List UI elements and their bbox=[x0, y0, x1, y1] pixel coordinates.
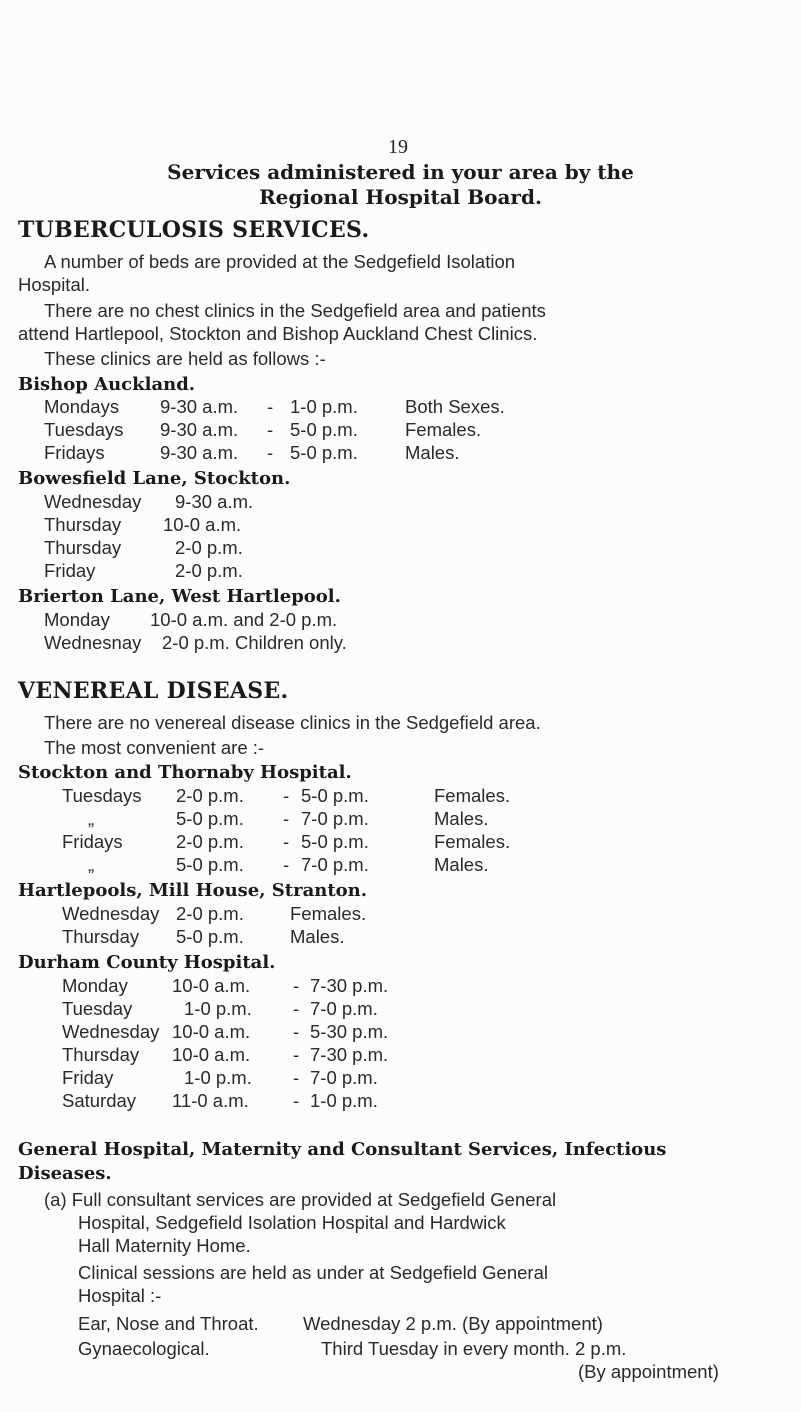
bowesfield-day: Friday bbox=[44, 560, 96, 581]
hartlepools-day: Thursday bbox=[62, 926, 140, 947]
bishop-from: 9-30 a.m. bbox=[160, 396, 239, 417]
gynaecological-schedule: Third Tuesday in every month. 2 p.m. bbox=[321, 1338, 627, 1359]
bishop-row bbox=[0, 442, 801, 466]
durham-to: 7-0 p.m. bbox=[310, 1067, 378, 1088]
bowesfield-row bbox=[0, 560, 801, 584]
bishop-day: Fridays bbox=[44, 442, 105, 463]
hartlepools-from: 2-0 p.m. bbox=[176, 903, 244, 924]
general-a-line-1: (a) Full consultant services are provided at Sedgefield General bbox=[44, 1189, 557, 1210]
bishop-dash: - bbox=[267, 396, 274, 417]
ent-schedule: Wednesday 2 p.m. (By appointment) bbox=[303, 1313, 603, 1334]
stockton-note: Females. bbox=[434, 785, 511, 806]
stockton-from: 2-0 p.m. bbox=[176, 831, 244, 852]
bishop-from: 9-30 a.m. bbox=[160, 419, 239, 440]
bishop-dash: - bbox=[267, 442, 274, 463]
durham-day: Tuesday bbox=[62, 998, 133, 1019]
durham-to: 7-0 p.m. bbox=[310, 998, 378, 1019]
ent-label: Ear, Nose and Throat. bbox=[78, 1313, 259, 1334]
stockton-to: 7-0 p.m. bbox=[301, 808, 369, 829]
stockton-note: Females. bbox=[434, 831, 511, 852]
stockton-dash: - bbox=[283, 785, 290, 806]
gynaecological-label: Gynaecological. bbox=[78, 1338, 210, 1359]
bowesfield-day: Thursday bbox=[44, 537, 122, 558]
brierton-text: 10-0 a.m. and 2-0 p.m. bbox=[150, 609, 338, 630]
general-title-line-1: General Hospital, Maternity and Consultant Services, Infectious bbox=[18, 1139, 667, 1160]
stockton-ditto: „ bbox=[88, 854, 95, 875]
brierton-text: 2-0 p.m. Children only. bbox=[162, 632, 347, 653]
tb-para1-line2: Hospital. bbox=[18, 274, 90, 295]
durham-dash: - bbox=[293, 1021, 300, 1042]
bowesfield-time: 9-30 a.m. bbox=[175, 491, 254, 512]
bowesfield-row bbox=[0, 537, 801, 561]
durham-day: Monday bbox=[62, 975, 128, 996]
durham-from: 1-0 p.m. bbox=[184, 998, 252, 1019]
stockton-day: Fridays bbox=[62, 831, 123, 852]
durham-row bbox=[0, 998, 801, 1022]
gynaecological-appointment: (By appointment) bbox=[578, 1361, 719, 1382]
stockton-to: 5-0 p.m. bbox=[301, 785, 369, 806]
hartlepools-title: Hartlepools, Mill House, Stranton. bbox=[18, 880, 368, 901]
stockton-from: 2-0 p.m. bbox=[176, 785, 244, 806]
stockton-row bbox=[0, 785, 801, 809]
durham-day: Saturday bbox=[62, 1090, 137, 1111]
durham-to: 1-0 p.m. bbox=[310, 1090, 378, 1111]
bowesfield-time: 2-0 p.m. bbox=[175, 560, 243, 581]
bowesfield-time: 10-0 a.m. bbox=[163, 514, 242, 535]
durham-day: Thursday bbox=[62, 1044, 140, 1065]
bishop-note: Both Sexes. bbox=[405, 396, 505, 417]
bishop-day: Tuesdays bbox=[44, 419, 124, 440]
stockton-from: 5-0 p.m. bbox=[176, 854, 244, 875]
hartlepools-note: Females. bbox=[290, 903, 367, 924]
stockton-day: Tuesdays bbox=[62, 785, 142, 806]
stockton-note: Males. bbox=[434, 854, 489, 875]
tb-para2-line2: attend Hartlepool, Stockton and Bishop Auckland Chest Clinics. bbox=[18, 323, 538, 344]
durham-row bbox=[0, 1090, 801, 1114]
durham-row bbox=[0, 1044, 801, 1068]
bishop-row bbox=[0, 396, 801, 420]
bowesfield-day: Wednesday bbox=[44, 491, 142, 512]
header-line-2: Regional Hospital Board. bbox=[259, 185, 542, 209]
durham-to: 7-30 p.m. bbox=[310, 975, 389, 996]
durham-from: 10-0 a.m. bbox=[172, 975, 251, 996]
vd-para2: The most convenient are :- bbox=[44, 737, 265, 758]
bowesfield-title: Bowesfield Lane, Stockton. bbox=[18, 468, 291, 489]
stockton-to: 7-0 p.m. bbox=[301, 854, 369, 875]
bishop-row bbox=[0, 419, 801, 443]
durham-row bbox=[0, 1067, 801, 1091]
durham-row bbox=[0, 975, 801, 999]
durham-dash: - bbox=[293, 1090, 300, 1111]
durham-day: Friday bbox=[62, 1067, 114, 1088]
brierton-row bbox=[0, 609, 801, 633]
hartlepools-note: Males. bbox=[290, 926, 345, 947]
tb-para2-line1: There are no chest clinics in the Sedgefield area and patients bbox=[44, 300, 546, 321]
stockton-thornaby-title: Stockton and Thornaby Hospital. bbox=[18, 762, 352, 783]
brierton-title: Brierton Lane, West Hartlepool. bbox=[18, 586, 341, 607]
stockton-row bbox=[0, 854, 801, 878]
stockton-row bbox=[0, 808, 801, 832]
durham-from: 1-0 p.m. bbox=[184, 1067, 252, 1088]
clinical-line-2: Hospital :- bbox=[78, 1285, 162, 1306]
bowesfield-row bbox=[0, 514, 801, 538]
durham-row bbox=[0, 1021, 801, 1045]
durham-from: 10-0 a.m. bbox=[172, 1044, 251, 1065]
hartlepools-row bbox=[0, 903, 801, 927]
tb-section-title: TUBERCULOSIS SERVICES. bbox=[18, 217, 370, 243]
page-number: 19 bbox=[388, 136, 408, 158]
tb-para1-line1: A number of beds are provided at the Sedgefield Isolation bbox=[44, 251, 516, 272]
hartlepools-day: Wednesday bbox=[62, 903, 160, 924]
durham-to: 5-30 p.m. bbox=[310, 1021, 389, 1042]
bowesfield-row bbox=[0, 491, 801, 515]
bowesfield-day: Thursday bbox=[44, 514, 122, 535]
stockton-note: Males. bbox=[434, 808, 489, 829]
bishop-to: 1-0 p.m. bbox=[290, 396, 358, 417]
stockton-from: 5-0 p.m. bbox=[176, 808, 244, 829]
general-a-line-3: Hall Maternity Home. bbox=[78, 1235, 251, 1256]
stockton-dash: - bbox=[283, 854, 290, 875]
header-line-1: Services administered in your area by the bbox=[167, 160, 634, 184]
general-title-line-2: Diseases. bbox=[18, 1163, 112, 1184]
clinical-line-1: Clinical sessions are held as under at Sedgefield General bbox=[78, 1262, 548, 1283]
bishop-to: 5-0 p.m. bbox=[290, 419, 358, 440]
durham-title: Durham County Hospital. bbox=[18, 952, 276, 973]
stockton-ditto: „ bbox=[88, 808, 95, 829]
bishop-from: 9-30 a.m. bbox=[160, 442, 239, 463]
stockton-dash: - bbox=[283, 831, 290, 852]
vd-para1: There are no venereal disease clinics in the Sedgefield area. bbox=[44, 712, 541, 733]
bishop-note: Females. bbox=[405, 419, 482, 440]
stockton-dash: - bbox=[283, 808, 290, 829]
durham-dash: - bbox=[293, 1067, 300, 1088]
durham-dash: - bbox=[293, 998, 300, 1019]
bishop-dash: - bbox=[267, 419, 274, 440]
durham-to: 7-30 p.m. bbox=[310, 1044, 389, 1065]
brierton-row bbox=[0, 632, 801, 656]
durham-from: 11-0 a.m. bbox=[172, 1090, 249, 1111]
tb-para3: These clinics are held as follows :- bbox=[44, 348, 326, 369]
stockton-row bbox=[0, 831, 801, 855]
bishop-day: Mondays bbox=[44, 396, 120, 417]
hartlepools-row bbox=[0, 926, 801, 950]
brierton-day: Monday bbox=[44, 609, 110, 630]
general-a-line-2: Hospital, Sedgefield Isolation Hospital and Hardwick bbox=[78, 1212, 506, 1233]
hartlepools-from: 5-0 p.m. bbox=[176, 926, 244, 947]
bishop-note: Males. bbox=[405, 442, 460, 463]
bishop-auckland-title: Bishop Auckland. bbox=[18, 374, 196, 395]
bishop-to: 5-0 p.m. bbox=[290, 442, 358, 463]
vd-section-title: VENEREAL DISEASE. bbox=[18, 678, 289, 704]
stockton-to: 5-0 p.m. bbox=[301, 831, 369, 852]
durham-day: Wednesday bbox=[62, 1021, 160, 1042]
durham-dash: - bbox=[293, 1044, 300, 1065]
durham-from: 10-0 a.m. bbox=[172, 1021, 251, 1042]
bowesfield-time: 2-0 p.m. bbox=[175, 537, 243, 558]
durham-dash: - bbox=[293, 975, 300, 996]
brierton-day: Wednesnay bbox=[44, 632, 142, 653]
